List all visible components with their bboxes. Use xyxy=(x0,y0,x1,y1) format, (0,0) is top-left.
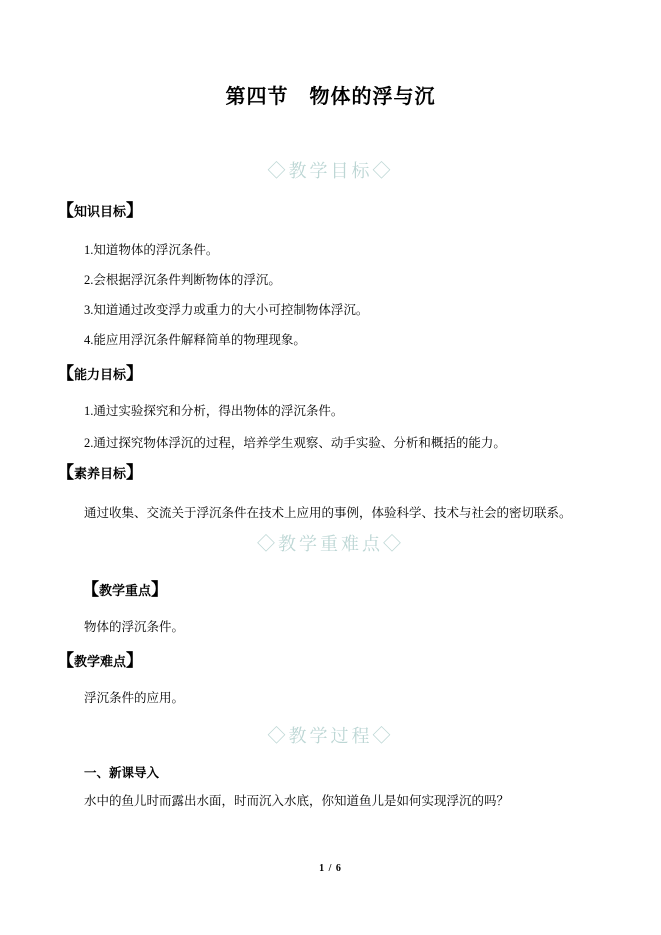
lesson-intro-heading: 一、新课导入 xyxy=(84,766,160,780)
heading-teaching-difficulty xyxy=(57,652,143,669)
ability-item-1: 1.通过实验探究和分析，得出物体的浮沉条件。 xyxy=(84,404,344,418)
lesson-intro-text: 水中的鱼儿时而露出水面，时而沉入水底，你知道鱼儿是如何实现浮沉的吗？ xyxy=(84,794,510,808)
bracket-open: 【 xyxy=(57,364,74,383)
heading-literacy-goal-label: 素养目标 xyxy=(74,466,127,481)
knowledge-item-3: 3.知道通过改变浮力或重力的大小可控制物体浮沉。 xyxy=(84,303,369,317)
section-heading-teaching-process: ◇教学过程◇ xyxy=(267,726,394,746)
bracket-close: 】 xyxy=(126,651,144,670)
bracket-open: 【 xyxy=(82,580,99,599)
bracket-open: 【 xyxy=(57,201,74,220)
section-heading-key-points: ◇教学重难点◇ xyxy=(257,534,404,554)
page-title: 第四节 物体的浮与沉 xyxy=(225,86,436,108)
literacy-paragraph: 通过收集、交流关于浮沉条件在技术上应用的事例，体验科学、技术与社会的密切联系。 xyxy=(84,506,572,520)
heading-ability-goal xyxy=(57,365,143,382)
bracket-open: 【 xyxy=(57,651,74,670)
knowledge-item-2: 2.会根据浮沉条件判断物体的浮沉。 xyxy=(84,273,281,287)
heading-knowledge-goal-label: 知识目标 xyxy=(74,204,127,219)
knowledge-item-1: 1.知道物体的浮沉条件。 xyxy=(84,243,219,257)
bracket-close: 】 xyxy=(126,364,144,383)
bracket-open: 【 xyxy=(57,463,74,482)
section-heading-teaching-goals: ◇教学目标◇ xyxy=(267,161,394,181)
heading-ability-goal-label: 能力目标 xyxy=(74,367,127,382)
ability-item-2: 2.通过探究物体浮沉的过程，培养学生观察、动手实验、分析和概括的能力。 xyxy=(84,436,506,450)
bracket-close: 】 xyxy=(151,580,169,599)
heading-literacy-goal xyxy=(57,464,143,481)
heading-knowledge-goal xyxy=(57,202,143,219)
bracket-close: 】 xyxy=(126,201,144,220)
heading-teaching-difficulty-label: 教学难点 xyxy=(74,654,127,669)
bracket-close: 】 xyxy=(126,463,144,482)
knowledge-item-4: 4.能应用浮沉条件解释简单的物理现象。 xyxy=(84,333,306,347)
teaching-difficulty-text: 浮沉条件的应用。 xyxy=(84,691,185,705)
teaching-key-text: 物体的浮沉条件。 xyxy=(84,620,185,634)
footer-page-number: 1 / 6 xyxy=(319,863,342,874)
heading-teaching-key xyxy=(82,581,168,598)
heading-teaching-key-label: 教学重点 xyxy=(99,583,152,598)
